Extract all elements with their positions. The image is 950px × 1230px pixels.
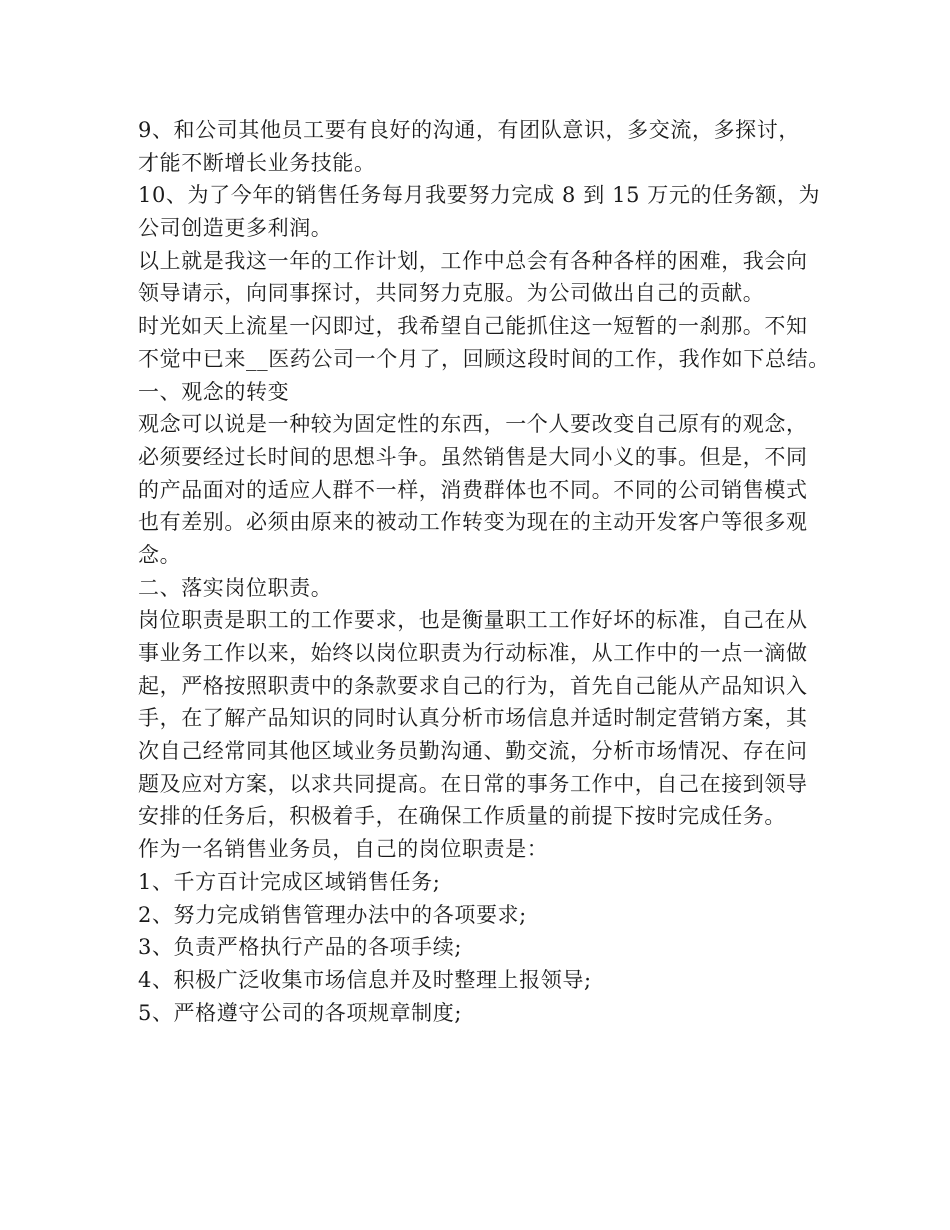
text-line: 题及应对方案，以求共同提高。在日常的事务工作中，自己在接到领导 xyxy=(138,771,808,796)
text-line: 领导请示，向同事探讨，共同努力克服。为公司做出自己的贡献。 xyxy=(138,281,765,306)
text-line: 9、和公司其他员工要有良好的沟通，有团队意识，多交流，多探讨， xyxy=(138,118,800,142)
text-line: 也有差别。必须由原来的被动工作转变为现在的主动开发客户等很多观 xyxy=(138,510,808,535)
section-heading: 二、落实岗位职责。 xyxy=(138,575,333,600)
text-line: 不觉中已来__医药公司一个月了，回顾这段时间的工作，我作如下总结。 xyxy=(138,346,830,371)
list-item: 3、负责严格执行产品的各项手续; xyxy=(138,935,463,960)
text-line: 起，严格按照职责中的条款要求自己的行为，首先自己能从产品知识入 xyxy=(138,673,808,698)
text-line: 手，在了解产品知识的同时认真分析市场信息并适时制定营销方案，其 xyxy=(138,706,808,731)
text-line: 的产品面对的适应人群不一样，消费群体也不同。不同的公司销售模式 xyxy=(138,477,808,502)
list-item: 5、严格遵守公司的各项规章制度; xyxy=(138,1000,463,1025)
text-line: 次自己经常同其他区域业务员勤沟通、勤交流，分析市场情况、存在问 xyxy=(138,739,808,764)
text-line: 念。 xyxy=(138,542,182,567)
list-item: 2、努力完成销售管理办法中的各项要求; xyxy=(138,902,527,927)
text-line: 才能不断增长业务技能。 xyxy=(138,150,376,175)
text-line: 岗位职责是职工的工作要求，也是衡量职工工作好坏的标准，自己在从 xyxy=(138,608,808,633)
text-line: 作为一名销售业务员，自己的岗位职责是： xyxy=(138,837,549,862)
list-item: 1、千方百计完成区域销售任务; xyxy=(138,869,441,894)
text-line: 观念可以说是一种较为固定性的东西，一个人要改变自己原有的观念， xyxy=(138,412,808,437)
text-line: 事业务工作以来，始终以岗位职责为行动标准，从工作中的一点一滴做 xyxy=(138,641,808,665)
text-line: 10、为了今年的销售任务每月我要努力完成 8 到 15 万元的任务额，为 xyxy=(138,183,821,208)
document-body xyxy=(138,114,838,1029)
text-line: 时光如天上流星一闪即过，我希望自己能抓住这一短暂的一刹那。不知 xyxy=(138,314,808,339)
text-line: 以上就是我这一年的工作计划，工作中总会有各种各样的困难，我会向 xyxy=(138,248,808,273)
section-heading: 一、观念的转变 xyxy=(138,379,290,404)
list-item: 4、积极广泛收集市场信息并及时整理上报领导; xyxy=(138,967,592,992)
text-line: 必须要经过长时间的思想斗争。虽然销售是大同小义的事。但是，不同 xyxy=(138,444,808,469)
text-line: 安排的任务后，积极着手，在确保工作质量的前提下按时完成任务。 xyxy=(138,804,786,829)
text-line: 公司创造更多利润。 xyxy=(138,216,333,241)
